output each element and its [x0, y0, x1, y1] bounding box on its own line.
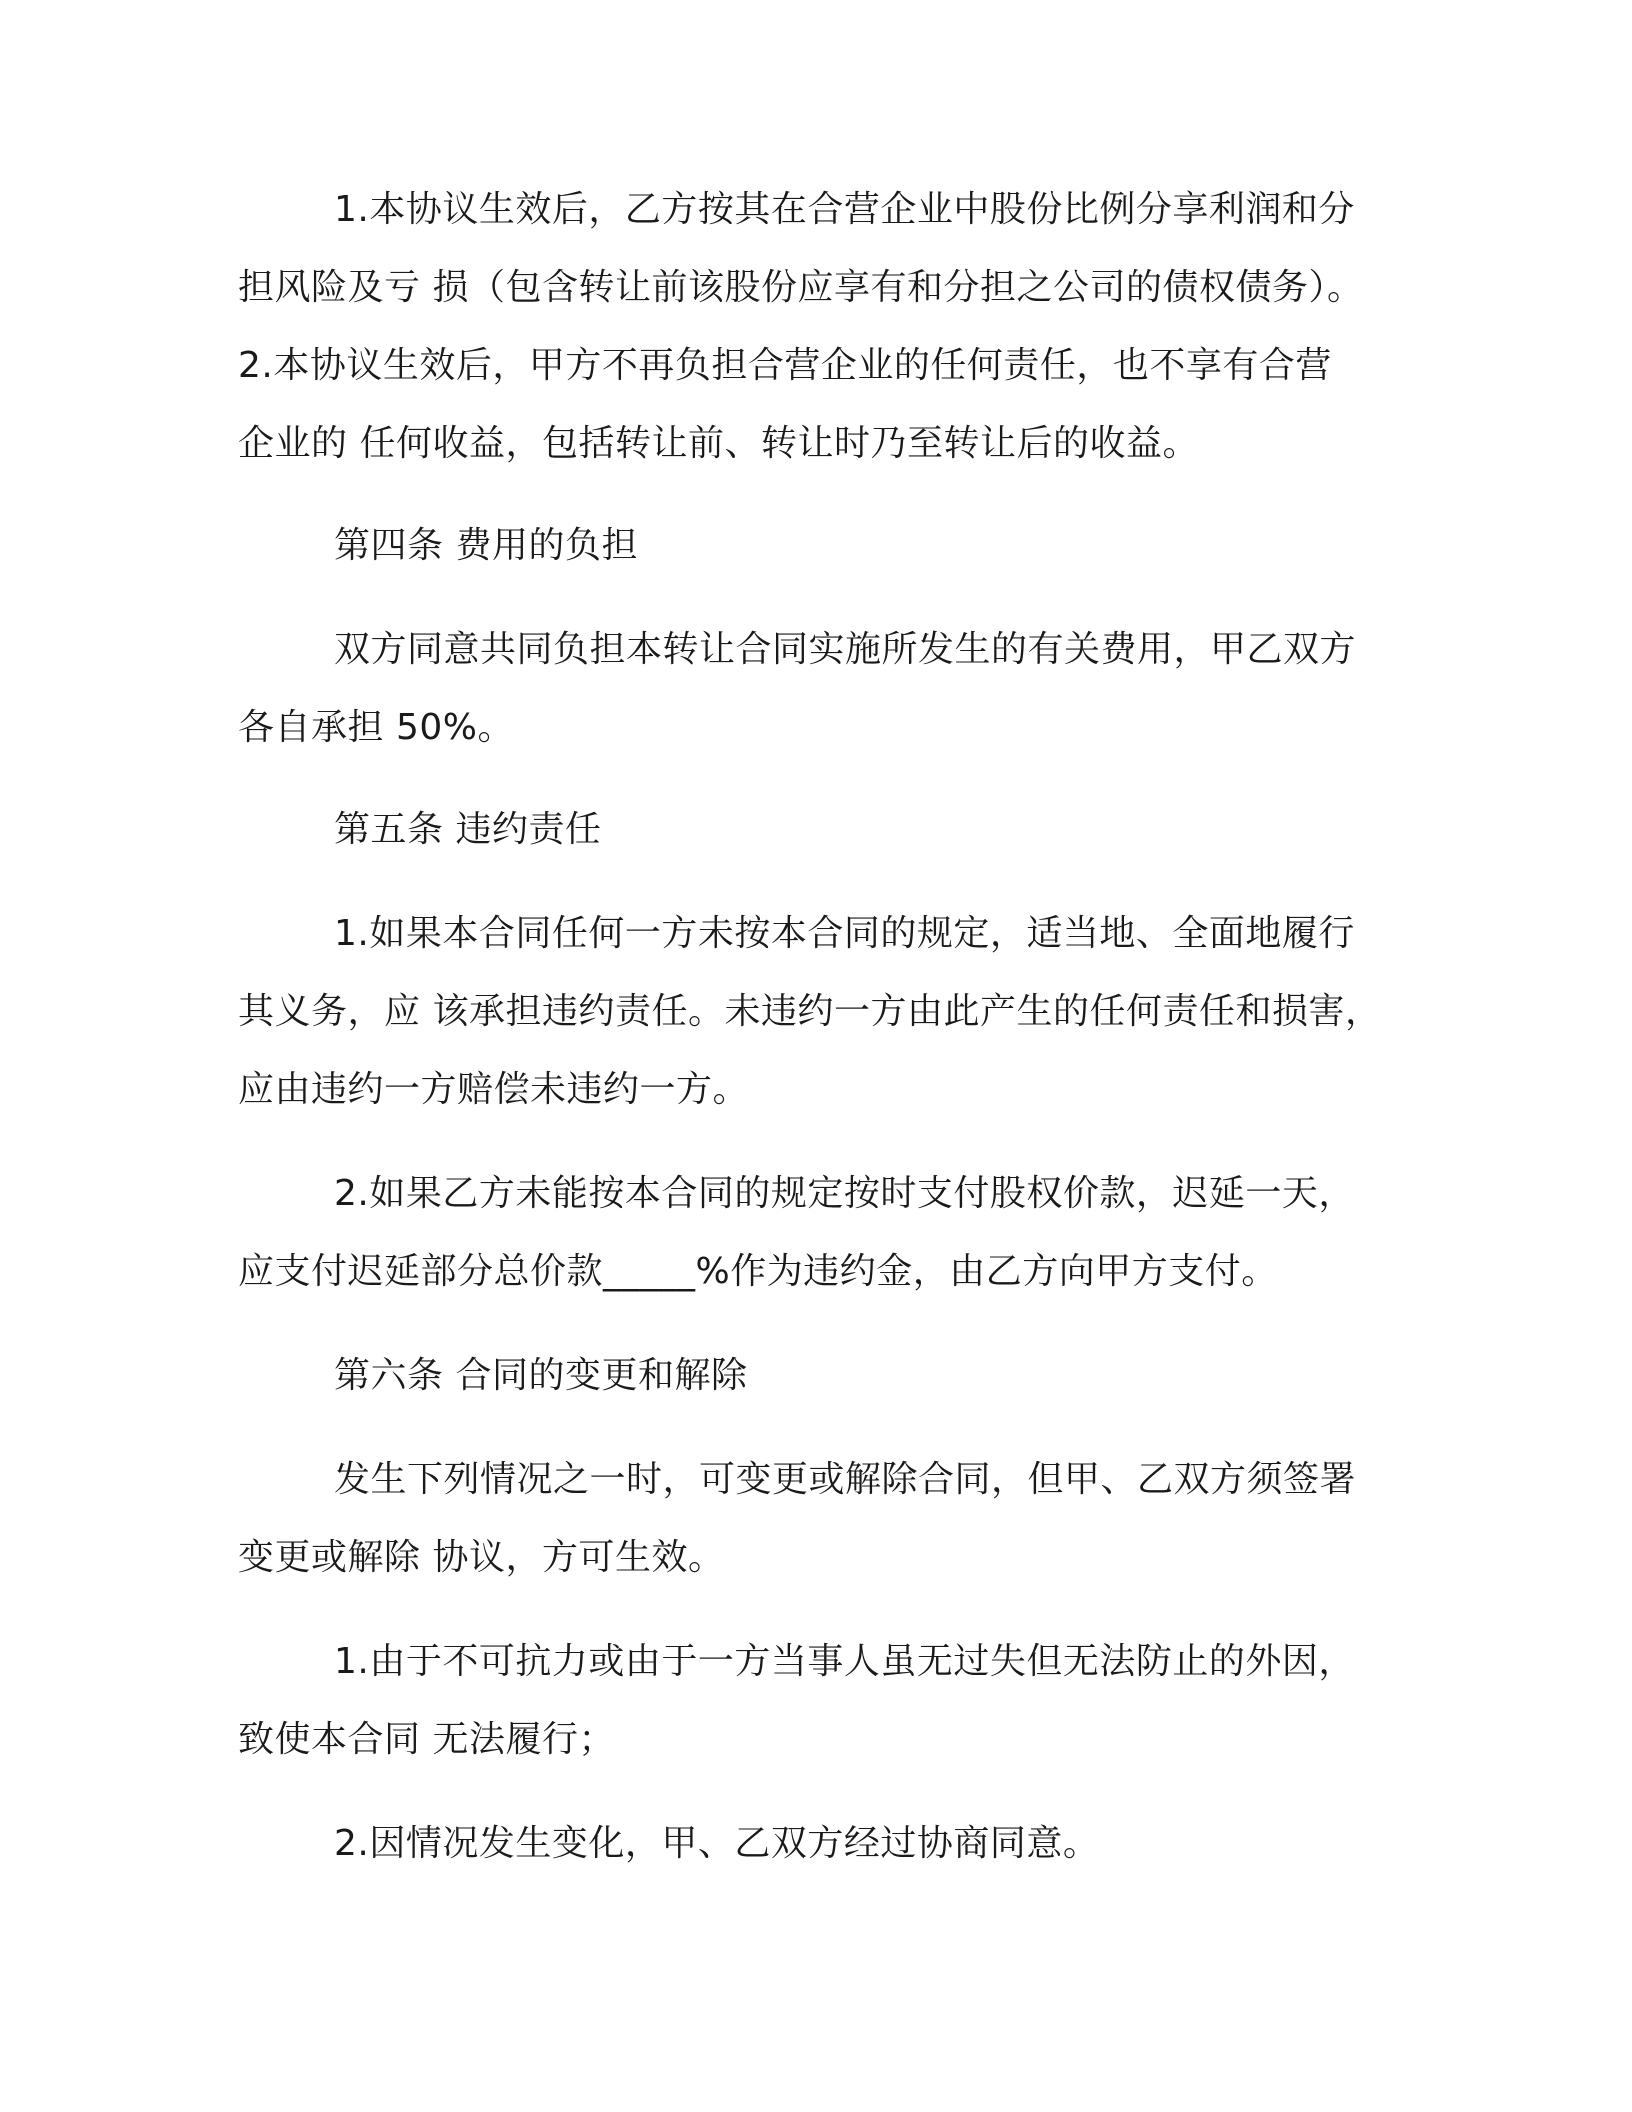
paragraph-line: 应由违约一方赔偿未违约一方。 [238, 1069, 750, 1110]
paragraph-line: 1.如果本合同任何一方未按本合同的规定，适当地、全面地履行 [334, 913, 1355, 954]
paragraph-line: 1.由于不可抗力或由于一方当事人虽无过失但无法防止的外因， [334, 1641, 1355, 1682]
paragraph-line: 2.如果乙方未能按本合同的规定按时支付股权价款，迟延一天， [334, 1173, 1355, 1214]
paragraph-line: 致使本合同 无法履行； [238, 1719, 615, 1760]
paragraph-line: 其义务，应 该承担违约责任。未违约一方由此产生的任何责任和损害， [238, 991, 1382, 1032]
article-heading: 第六条 合同的变更和解除 [334, 1355, 748, 1396]
paragraph-line: 2.本协议生效后，甲方不再负担合营企业的任何责任，也不享有合营 [238, 345, 1332, 386]
paragraph-line: 双方同意共同负担本转让合同实施所发生的有关费用，甲乙双方 [334, 629, 1357, 670]
paragraph-line: 各自承担 50%。 [238, 707, 514, 748]
article-heading: 第五条 违约责任 [334, 809, 602, 850]
paragraph-line: 担风险及亏 损（包含转让前该股份应享有和分担之公司的债权债务）。 [238, 267, 1364, 308]
paragraph-line: 发生下列情况之一时，可变更或解除合同，但甲、乙双方须签署 [334, 1459, 1357, 1500]
article-heading: 第四条 费用的负担 [334, 525, 638, 566]
paragraph-line: 企业的 任何收益，包括转让前、转让时乃至转让后的收益。 [238, 423, 1199, 464]
paragraph-line: 1.本协议生效后，乙方按其在合营企业中股份比例分享利润和分 [334, 189, 1355, 230]
paragraph-line: 2.因情况发生变化，甲、乙双方经过协商同意。 [334, 1823, 1100, 1864]
paragraph-line: 变更或解除 协议，方可生效。 [238, 1537, 725, 1578]
paragraph-line: 应支付迟延部分总价款_____%作为违约金，由乙方向甲方支付。 [238, 1251, 1278, 1292]
